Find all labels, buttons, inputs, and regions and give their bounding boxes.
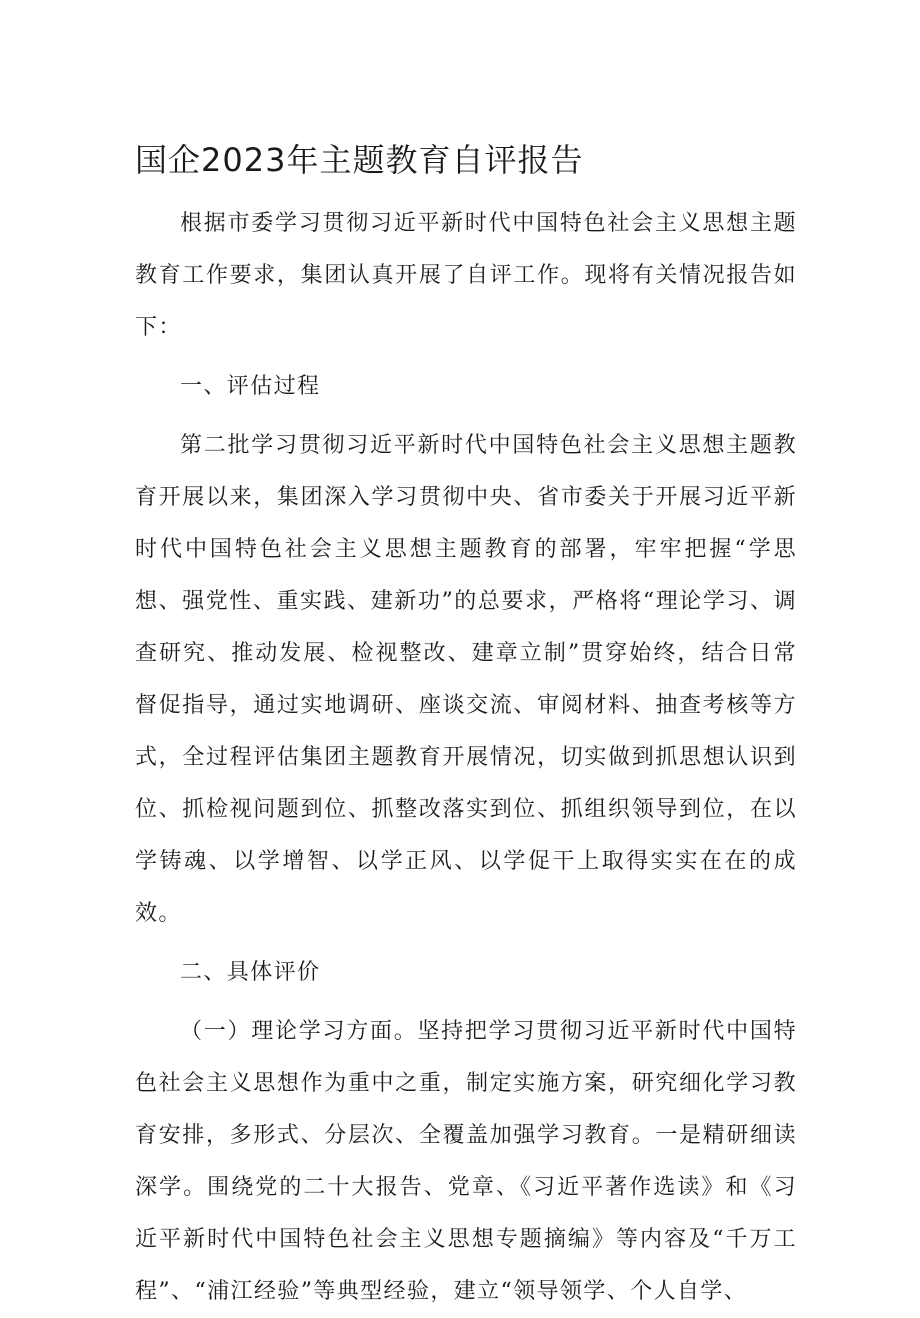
- paragraph-gap: [135, 413, 797, 420]
- paragraph-gap: [135, 354, 797, 361]
- paragraph-gap: [135, 999, 797, 1006]
- document-body: [135, 198, 797, 1318]
- section-heading-evaluation-process: 一、评估过程: [180, 374, 321, 399]
- document-title: 国企2023年主题教育自评报告: [135, 141, 584, 179]
- evaluation-process-paragraph: 第二批学习贯彻习近平新时代中国特色社会主义思想主题教育开展以来，集团深入学习贯彻中央、省市委关于开展习近平新时代中国特色社会主义思想主题教育的部署，牢牢把握“学思想、强党性、重实践、建新功”的总要求，严格将“理论学习、调查研究、推动发展、检视整改、建章立制”贯穿始终，结合日常督促指导，通过实地调研、座谈交流、审阅材料、抽查考核等方式，全过程评估集团主题教育开展情况，切实做到抓思想认识到位、抓检视问题到位、抓整改落实到位、抓组织领导到位，在以学铸魂、以学增智、以学正风、以学促干上取得实实在在的成效。: [135, 433, 797, 926]
- paragraph-gap: [135, 940, 797, 947]
- intro-paragraph: 根据市委学习贯彻习近平新时代中国特色社会主义思想主题教育工作要求，集团认真开展了自评工作。现将有关情况报告如下：: [135, 211, 797, 340]
- section-heading-specific-evaluation: 二、具体评价: [180, 960, 321, 985]
- theory-study-paragraph: （一）理论学习方面。坚持把学习贯彻习近平新时代中国特色社会主义思想作为重中之重，制定实施方案，研究细化学习教育安排，多形式、分层次、全覆盖加强学习教育。一是精研细读深学。围绕党的二十大报告、党章、《习近平著作选读》和《习近平新时代中国特色社会主义思想专题摘编》等内容及“千万工程”、“浦江经验”等典型经验，建立“领导领学、个人自学、: [135, 1019, 797, 1304]
